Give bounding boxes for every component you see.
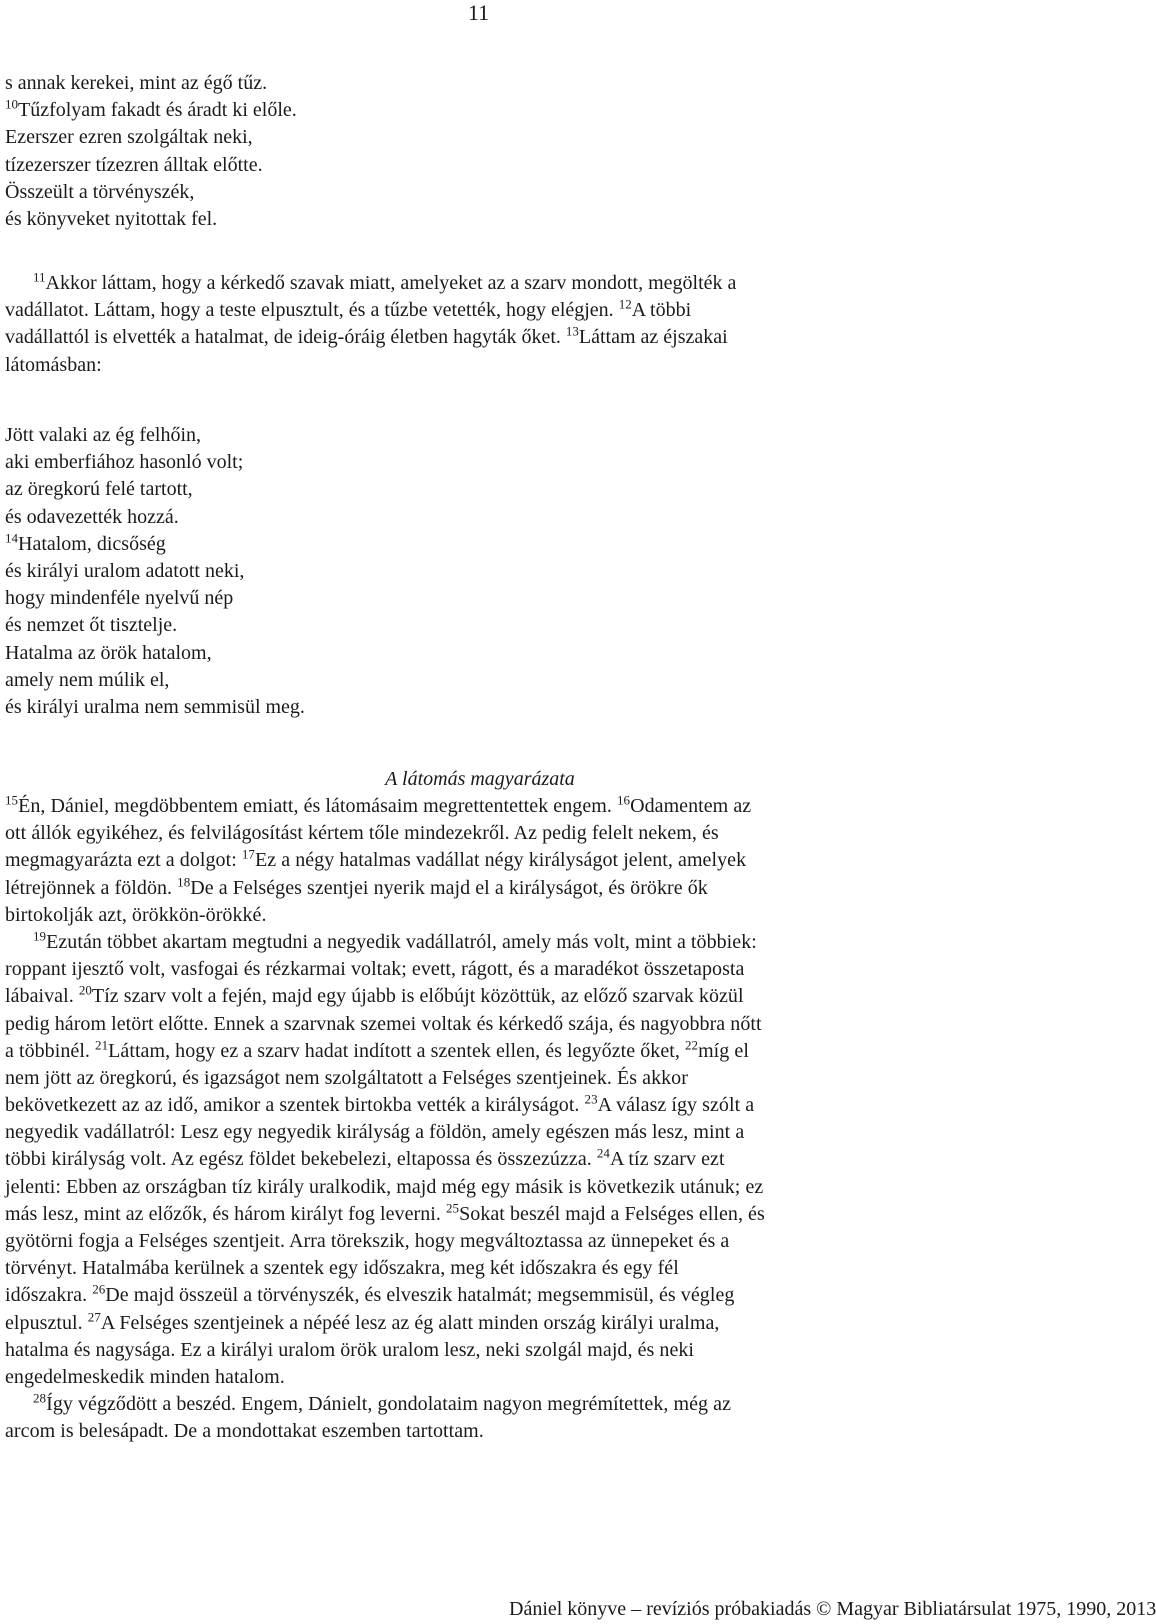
- verse-number: 20: [78, 982, 92, 998]
- prose-paragraph-1: [5, 270, 930, 379]
- verse-text: amely nem múlik el,: [5, 668, 170, 691]
- verse-number: 26: [92, 1281, 106, 1297]
- verse-text: létrejönnek a földön.: [5, 876, 178, 899]
- verse-text: hatalma és nagysága. Ez a királyi uralom örök uralom lesz, neki szolgál majd, és neki: [5, 1338, 695, 1361]
- verse-text: A válasz így szólt a: [597, 1094, 755, 1117]
- verse-text: törvényt. Hatalmába kerülnek a szentek egy időszakra, meg két időszakra és egy fél: [5, 1257, 679, 1280]
- verse-number: 28: [33, 1390, 47, 1406]
- verse-number: 27: [87, 1308, 101, 1324]
- prose-section-2: [5, 793, 765, 1446]
- poem-line: [5, 694, 305, 721]
- verse-number: 19: [33, 928, 47, 944]
- verse-text: nem jött az öregkorú, és igazságot nem szolgáltatott a Felséges szentjeinek. És akkor: [5, 1066, 688, 1089]
- text-line: [5, 1146, 765, 1173]
- text-line: [5, 1364, 765, 1391]
- poem-line: [5, 585, 305, 612]
- verse-text: Tűzfolyam fakadt és áradt ki előle.: [18, 99, 297, 122]
- text-line: [5, 1228, 765, 1255]
- verse-number: 15: [5, 792, 19, 808]
- verse-number: 12: [618, 296, 632, 312]
- text-line: [5, 1310, 765, 1337]
- verse-text: Összeült a törvényszék,: [5, 180, 195, 203]
- text-line: [5, 1255, 765, 1282]
- section-heading: A látomás magyarázata: [385, 768, 575, 790]
- verse-text: Ezerszer ezren szolgáltak neki,: [5, 126, 253, 149]
- verse-text: az öregkorú felé tartott,: [5, 478, 193, 501]
- verse-number: 11: [33, 269, 46, 285]
- verse-text: pedig három letört előtte. Ennek a szarvnak szemei voltak és kérkedő szája, és nagyobbra nőtt: [5, 1012, 762, 1035]
- text-line: [5, 1418, 765, 1445]
- page-number: 11: [468, 0, 490, 25]
- verse-text: birtokolják azt, örökkön-örökké.: [5, 903, 267, 926]
- text-line: [5, 902, 765, 929]
- poem-line: [5, 640, 305, 667]
- text-line: [5, 1282, 765, 1309]
- verse-number: 23: [584, 1091, 598, 1107]
- verse-number: 21: [95, 1037, 109, 1053]
- verse-text: Én, Dániel, megdöbbentem emiatt, és látomásaim megrettentettek engem.: [18, 795, 617, 817]
- verse-text: A Felséges szentjeinek a népéé lesz az ég alatt minden ország királyi uralma,: [100, 1311, 720, 1334]
- poem-line: [5, 449, 305, 476]
- verse-text: Akkor láttam, hogy a kérkedő szavak miatt, amelyeket az a szarv mondott, megölték a: [45, 272, 737, 294]
- poem-line: [5, 531, 305, 558]
- text-line: [5, 929, 765, 956]
- verse-text: más lesz, mint az előzők, és három királyt fog leverni.: [5, 1202, 446, 1225]
- verse-text: a többinél.: [5, 1039, 96, 1062]
- verse-number: 22: [684, 1037, 699, 1053]
- text-line: [5, 1119, 765, 1146]
- text-line: [5, 270, 930, 297]
- text-line: [5, 1038, 765, 1065]
- verse-text: Láttam, hogy ez a szarv hadat indított a szentek ellen, és legyőzte őket,: [108, 1039, 685, 1062]
- verse-number: 10: [5, 96, 18, 112]
- poem-block-1: [5, 70, 297, 233]
- verse-text: és könyveket nyitottak fel.: [5, 207, 218, 230]
- verse-number: 16: [616, 792, 631, 808]
- verse-text: Sokat beszél majd a Felséges ellen, és: [459, 1202, 765, 1225]
- verse-text: és nemzet őt tisztelje.: [5, 614, 178, 637]
- poem-line: [5, 70, 297, 97]
- poem-block-2: [5, 422, 305, 721]
- verse-text: Jött valaki az ég felhőin,: [5, 424, 202, 446]
- verse-text: roppant ijesztő volt, vasfogai és rézkarmai voltak; evett, rágott, és a maradékot összetaposta: [5, 958, 745, 981]
- text-line: [5, 1065, 765, 1092]
- verse-text: A tíz szarv ezt: [609, 1148, 725, 1171]
- verse-text: Hatalom, dicsőség: [18, 532, 166, 555]
- verse-text: De a Felséges szentjei nyerik majd el a királyságot, és örökre ők: [190, 876, 708, 899]
- verse-text: vadállatot. Láttam, hogy a teste elpusztult, és a tűzbe vetették, hogy elégjen.: [5, 299, 619, 322]
- verse-text: Tíz szarv volt a fején, majd egy újabb is előbújt közöttük, az előző szarvak közül: [91, 985, 744, 1008]
- verse-text: jelenti: Ebben az országban tíz király uralkodik, majd még egy másik is következik utánuk; ez: [5, 1175, 764, 1198]
- verse-text: arcom is belesápadt. De a mondottakat eszemben tartottam.: [5, 1420, 484, 1443]
- verse-text: vadállattól is elvették a hatalmat, de ideig-óráig életben hagyták őket.: [5, 326, 566, 349]
- text-line: [5, 352, 930, 379]
- text-line: [5, 1011, 765, 1038]
- text-line: [5, 297, 930, 324]
- text-line: [5, 793, 765, 820]
- verse-text: Hatalma az örök hatalom,: [5, 641, 212, 664]
- verse-text: Ezután többet akartam megtudni a negyedik vadállatról, amely más volt, mint a többiek:: [46, 930, 757, 953]
- verse-number: 13: [565, 323, 579, 339]
- verse-text: gyötörni fogja a Felséges szentjeit. Arra törekszik, hogy megváltoztassa az ünnepeket és a: [5, 1230, 730, 1252]
- text-line: [5, 1391, 765, 1418]
- poem-line: [5, 422, 305, 449]
- text-line: [5, 1337, 765, 1364]
- poem-line: [5, 667, 305, 694]
- text-line: [5, 1201, 765, 1228]
- text-line: [5, 324, 930, 351]
- poem-line: [5, 612, 305, 639]
- poem-line: [5, 124, 297, 151]
- verse-text: és királyi uralma nem semmisül meg.: [5, 695, 305, 718]
- verse-text: többi királyság volt. Az egész földet bekebelezi, eltapossa és összezúzza.: [5, 1148, 597, 1171]
- verse-text: míg el: [698, 1039, 749, 1062]
- poem-line: [5, 179, 297, 206]
- verse-text: Odamentem az: [630, 795, 752, 817]
- text-line: [5, 956, 765, 983]
- verse-text: és királyi uralom adatott neki,: [5, 559, 245, 582]
- verse-text: Láttam az éjszakai: [578, 326, 728, 349]
- verse-text: s annak kerekei, mint az égő tűz.: [5, 72, 268, 94]
- verse-text: engedelmeskedik minden hatalom.: [5, 1365, 285, 1388]
- verse-number: 24: [596, 1145, 610, 1161]
- poem-line: [5, 97, 297, 124]
- text-line: [5, 1174, 765, 1201]
- verse-text: hogy mindenféle nyelvű nép: [5, 587, 234, 610]
- verse-text: megmagyarázta ezt a dolgot:: [5, 849, 242, 872]
- verse-text: látomásban:: [5, 353, 102, 376]
- verse-number: 25: [446, 1200, 460, 1216]
- verse-text: aki emberfiához hasonló volt;: [5, 451, 244, 474]
- verse-number: 14: [5, 530, 18, 546]
- poem-line: [5, 558, 305, 585]
- verse-text: ott állók egyikéhez, és felvilágosítást kértem tőle mindezekről. Az pedig felelt nekem, és: [5, 822, 719, 845]
- poem-line: [5, 152, 297, 179]
- verse-text: negyedik vadállatról: Lesz egy negyedik királyság a földön, amely egészen más lesz, mint a: [5, 1121, 745, 1144]
- poem-line: [5, 206, 297, 233]
- text-line: [5, 875, 765, 902]
- text-line: [5, 983, 765, 1010]
- poem-line: [5, 504, 305, 531]
- poem-line: [5, 476, 305, 503]
- verse-text: A többi: [631, 299, 692, 322]
- verse-number: 18: [177, 873, 191, 889]
- footer-text: Dániel könyve – revíziós próbakiadás © Magyar Bibliatársulat 1975, 1990, 2013: [509, 1598, 1156, 1620]
- verse-number: 17: [241, 846, 255, 862]
- text-line: [5, 1092, 765, 1119]
- text-line: [5, 820, 765, 847]
- verse-text: időszakra.: [5, 1284, 93, 1307]
- text-line: [5, 847, 765, 874]
- verse-text: Ez a négy hatalmas vadállat négy királyságot jelent, amelyek: [254, 849, 747, 872]
- verse-text: bekövetkezett az az idő, amikor a szentek birtokba vették a királyságot.: [5, 1094, 585, 1117]
- verse-text: Így végződött a beszéd. Engem, Dánielt, gondolataim nagyon megrémítettek, még az: [46, 1393, 731, 1416]
- verse-text: De majd összeül a törvényszék, és elveszik hatalmát; megsemmisül, és végleg: [105, 1284, 735, 1307]
- verse-text: elpusztul.: [5, 1311, 88, 1334]
- verse-text: tízezerszer tízezren álltak előtte.: [5, 153, 263, 176]
- verse-text: lábaival.: [5, 985, 79, 1008]
- verse-text: és odavezették hozzá.: [5, 505, 179, 528]
